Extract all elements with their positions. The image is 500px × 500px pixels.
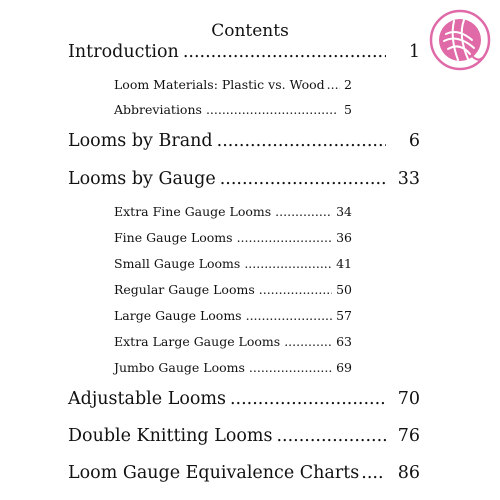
dot-leader xyxy=(361,461,384,485)
dot-leader xyxy=(244,255,332,273)
toc-entry-page: 86 xyxy=(397,463,420,483)
toc-entry-loom-materials[interactable] xyxy=(114,76,352,94)
toc-entry-fine-gauge[interactable] xyxy=(114,229,352,247)
dot-leader xyxy=(237,229,333,247)
toc-entry-label: Abbreviations xyxy=(114,102,202,117)
toc-entry-page: 70 xyxy=(397,389,420,409)
toc-entry-page: 36 xyxy=(336,230,352,245)
toc-entry-jumbo-gauge[interactable] xyxy=(114,359,352,377)
toc-entry-label: Double Knitting Looms xyxy=(68,426,273,446)
toc-entry-extra-large-gauge[interactable] xyxy=(114,333,352,351)
toc-entry-label: Small Gauge Looms xyxy=(114,256,241,271)
yarn-ball-icon xyxy=(428,8,492,72)
dot-leader xyxy=(230,387,386,411)
toc-entry-page: 5 xyxy=(344,102,352,117)
toc-entry-label: Looms by Brand xyxy=(68,131,213,151)
toc-entry-adjustable-looms[interactable] xyxy=(68,387,420,411)
toc-entry-page: 57 xyxy=(336,308,352,323)
dot-leader xyxy=(206,101,338,119)
toc-entry-small-gauge[interactable] xyxy=(114,255,352,273)
toc-entry-label: Fine Gauge Looms xyxy=(114,230,233,245)
toc-entry-looms-by-gauge[interactable] xyxy=(68,167,420,191)
toc-entry-label: Looms by Gauge xyxy=(68,169,216,189)
dot-leader xyxy=(217,129,386,153)
dot-leader xyxy=(275,203,332,221)
toc-entry-regular-gauge[interactable] xyxy=(114,281,352,299)
toc-entry-abbreviations[interactable] xyxy=(114,101,352,119)
toc-entry-label: Introduction xyxy=(68,42,179,62)
toc-entry-page: 34 xyxy=(336,204,352,219)
toc-entry-label: Loom Materials: Plastic vs. Wood xyxy=(114,77,325,92)
dot-leader xyxy=(259,281,332,299)
dot-leader xyxy=(183,40,386,64)
toc-entry-page: 76 xyxy=(397,426,420,446)
toc-entry-label: Extra Fine Gauge Looms xyxy=(114,204,272,219)
toc-entry-label: Extra Large Gauge Looms xyxy=(114,334,281,349)
toc-entry-page: 69 xyxy=(336,360,352,375)
toc-entry-label: Loom Gauge Equivalence Charts xyxy=(68,463,360,483)
toc-entry-label: Regular Gauge Looms xyxy=(114,282,255,297)
toc-entry-page: 63 xyxy=(336,334,352,349)
toc-entry-page: 1 xyxy=(408,42,420,62)
dot-leader xyxy=(327,76,340,94)
dot-leader xyxy=(220,167,386,191)
toc-entry-page: 33 xyxy=(397,169,420,189)
toc-entry-label: Jumbo Gauge Looms xyxy=(114,360,245,375)
toc-entry-label: Adjustable Looms xyxy=(68,389,226,409)
dot-leader xyxy=(249,359,332,377)
page-title: Contents xyxy=(211,21,289,41)
dot-leader xyxy=(246,307,333,325)
dot-leader xyxy=(284,333,332,351)
toc-entry-page: 41 xyxy=(336,256,352,271)
toc-entry-extra-fine-gauge[interactable] xyxy=(114,203,352,221)
toc-entry-introduction[interactable] xyxy=(68,40,420,64)
toc-entry-large-gauge[interactable] xyxy=(114,307,352,325)
dot-leader xyxy=(276,424,386,448)
toc-entry-equivalence-charts[interactable] xyxy=(68,461,420,485)
toc-entry-looms-by-brand[interactable] xyxy=(68,129,420,153)
toc-entry-page: 50 xyxy=(336,282,352,297)
toc-entry-label: Large Gauge Looms xyxy=(114,308,242,323)
toc-entry-page: 2 xyxy=(344,77,352,92)
toc-entry-double-knitting-looms[interactable] xyxy=(68,424,420,448)
toc-entry-page: 6 xyxy=(408,131,420,151)
